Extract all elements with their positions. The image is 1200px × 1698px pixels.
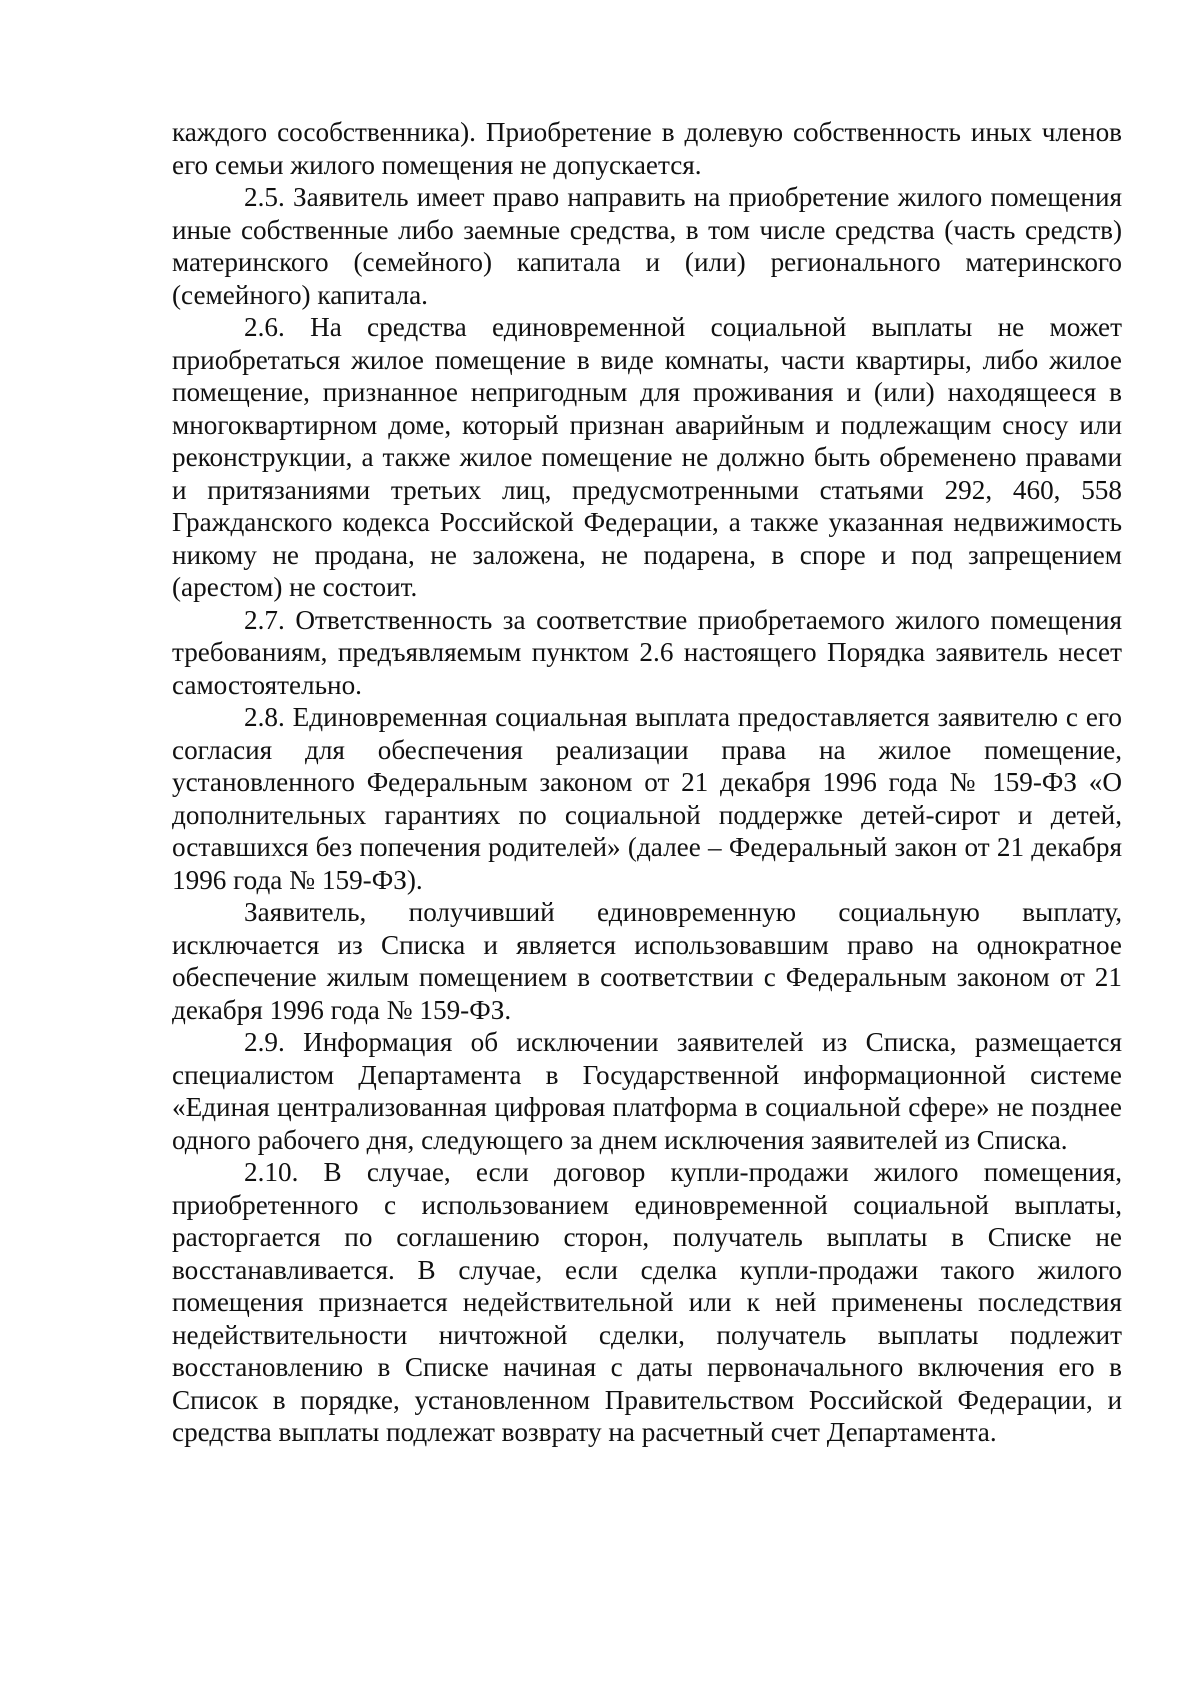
paragraph-2-8-continued: Заявитель, получивший единовременную социальную выплату, исключается из Списка и является использовавшим право на однократное обеспечение жилым помещением в соответствии с Федеральным законом от 21 декабря 1996 года № 159-ФЗ. — [172, 897, 1122, 1025]
paragraph-2-9: 2.9. Информация об исключении заявителей из Списка, размещается специалистом Департамента в Государственной информационной системе «Единая централизованная цифровая платформа в социальной сфере» не позднее одного рабочего дня, следующего за днем исключения заявителей из Списка. — [172, 1027, 1122, 1155]
paragraph-2-5: 2.5. Заявитель имеет право направить на приобретение жилого помещения иные собственные либо заемные средства, в том числе средства (часть средств) материнского (семейного) капитала и (или) регионального материнского (семейного) капитала. — [172, 182, 1122, 310]
paragraph-2-10: 2.10. В случае, если договор купли-продажи жилого помещения, приобретенного с использованием единовременной социальной выплаты, расторгается по соглашению сторон, получатель выплаты в Списке не восстанавливается. В случае, если сделка купли-продажи такого жилого помещения признается недействительной или к ней применены последствия недействительности ничтожной сделки, получатель выплаты подлежит восстановлению в Списке начиная с даты первоначального включения его в Список в порядке, установленном Правительством Российской Федерации, и средства выплаты подлежат возврату на расчетный счет Департамента. — [172, 1157, 1122, 1447]
paragraph-2-6: 2.6. На средства единовременной социальной выплаты не может приобретаться жилое помещение в виде комнаты, части квартиры, либо жилое помещение, признанное непригодным для проживания и (или) находящееся в многоквартирном доме, который признан аварийным и подлежащим сносу или реконструкции, а также жилое помещение не должно быть обременено правами и притязаниями третьих лиц, предусмотренными статьями 292, 460, 558 Гражданского кодекса Российской Федерации, а также указанная недвижимость никому не продана, не заложена, не подарена, в споре и под запрещением (арестом) не состоит. — [172, 312, 1122, 602]
paragraph-continuation: каждого сособственника). Приобретение в долевую собственность иных членов его семьи жилого помещения не допускается. — [172, 117, 1122, 180]
paragraph-2-8: 2.8. Единовременная социальная выплата предоставляется заявителю с его согласия для обеспечения реализации права на жилое помещение, установленного Федеральным законом от 21 декабря 1996 года № 159-ФЗ «О дополнительных гарантиях по социальной поддержке детей-сирот и детей, оставшихся без попечения родителей» (далее – Федеральный закон от 21 декабря 1996 года № 159-ФЗ). — [172, 702, 1122, 895]
paragraph-2-7: 2.7. Ответственность за соответствие приобретаемого жилого помещения требованиям, предъявляемым пунктом 2.6 настоящего Порядка заявитель несет самостоятельно. — [172, 604, 1122, 700]
document-page — [172, 116, 1122, 1449]
